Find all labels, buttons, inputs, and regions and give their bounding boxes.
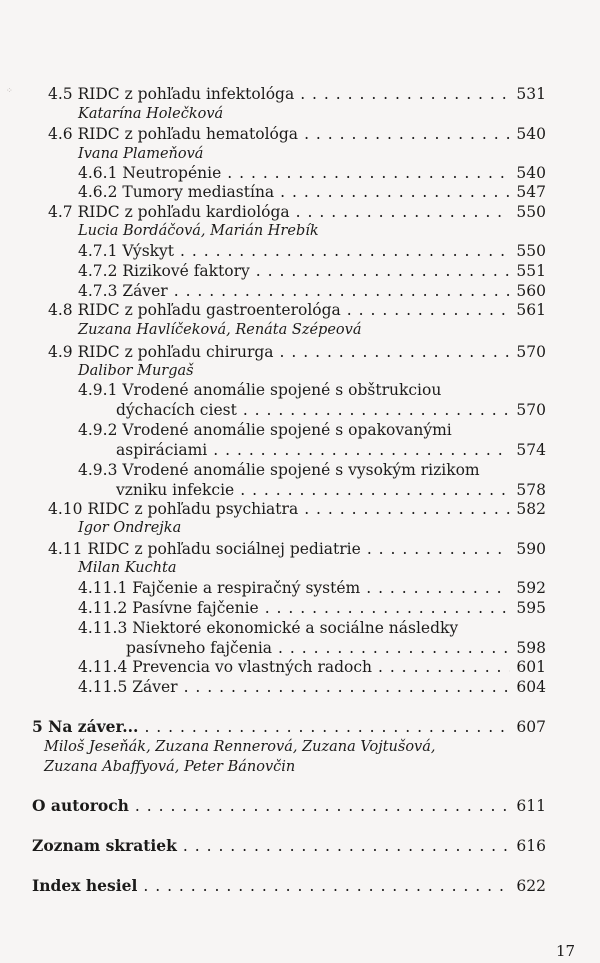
toc-entry-4-10 (48, 499, 546, 519)
entry-title: 4.6.1 Neutropénie (78, 164, 222, 182)
entry-author: Zuzana Abaffyová, Peter Bánovčin (44, 759, 296, 775)
dot-leader (280, 342, 511, 362)
toc-entry-4-11 (48, 539, 546, 559)
entry-page: 540 (516, 164, 546, 182)
toc-entry-4-9-3 (116, 480, 546, 500)
dot-leader (304, 124, 510, 144)
dot-leader (135, 796, 510, 816)
entry-page: 604 (516, 678, 546, 696)
entry-page: 551 (516, 262, 546, 280)
toc-entry-4-11-3 (126, 638, 546, 658)
entry-title-line1: 4.11.3 Niektoré ekonomické a sociálne následky (78, 619, 459, 637)
toc-entry-4-5 (48, 84, 546, 104)
toc-entry-zoznam-skratiek (32, 836, 546, 856)
entry-title-line1: 4.9.3 Vrodené anomálie spojené s vysokým rizikom (78, 461, 480, 479)
toc-entry-4-7-3 (78, 281, 546, 301)
entry-page: 540 (516, 125, 546, 143)
entry-title: aspiráciami (116, 441, 208, 459)
entry-page: 590 (516, 540, 546, 558)
toc-entry-4-9-2 (116, 440, 546, 460)
dot-leader (367, 539, 511, 559)
entry-title: 4.7.1 Výskyt (78, 242, 175, 260)
entry-title: 4.5 RIDC z pohľadu infektológa (48, 85, 295, 103)
entry-author: Milan Kuchta (78, 560, 177, 576)
dot-leader (183, 836, 511, 856)
page-number: 17 (556, 942, 576, 960)
entry-author: Dalibor Murgaš (78, 363, 194, 379)
entry-page: 611 (516, 797, 546, 815)
entry-author: Lucia Bordáčová, Marián Hrebík (78, 223, 319, 239)
dot-leader (300, 84, 510, 104)
entry-title: 4.11.5 Záver (78, 678, 178, 696)
toc-entry-o-autoroch (32, 796, 546, 816)
entry-title: 4.11 RIDC z pohľadu sociálnej pediatrie (48, 540, 361, 558)
entry-title: 4.8 RIDC z pohľadu gastroenterológa (48, 301, 341, 319)
dot-leader (243, 400, 511, 420)
entry-title: 4.11.2 Pasívne fajčenie (78, 599, 259, 617)
dot-leader (256, 261, 511, 281)
dot-leader (304, 499, 510, 519)
entry-title-line1: 4.9.1 Vrodené anomálie spojené s obštrukciou (78, 381, 442, 399)
dot-leader (143, 876, 510, 896)
entry-page: 622 (516, 877, 546, 895)
entry-page: 574 (516, 441, 546, 459)
entry-page: 595 (516, 599, 546, 617)
toc-entry-4-6-1 (78, 163, 546, 183)
dot-leader (184, 677, 511, 697)
entry-page: 570 (516, 401, 546, 419)
entry-title: dýchacích ciest (116, 401, 237, 419)
entry-page: 582 (516, 500, 546, 518)
scan-mark: ⁘ (6, 86, 13, 95)
dot-leader (347, 300, 511, 320)
entry-title: 4.6.2 Tumory mediastína (78, 183, 275, 201)
entry-page: 550 (516, 242, 546, 260)
dot-leader (296, 202, 511, 222)
entry-page: 578 (516, 481, 546, 499)
entry-title: 4.7.2 Rizikové faktory (78, 262, 250, 280)
entry-page: 592 (516, 579, 546, 597)
entry-author: Zuzana Havlíčeková, Renáta Szépeová (78, 322, 362, 338)
entry-page: 547 (516, 183, 546, 201)
entry-page: 570 (516, 343, 546, 361)
entry-title: 4.9 RIDC z pohľadu chirurga (48, 343, 274, 361)
entry-title: Index hesiel (32, 876, 138, 895)
toc-entry-4-11-5 (78, 677, 546, 697)
entry-title: 4.7.3 Záver (78, 282, 168, 300)
entry-page: 601 (516, 658, 546, 676)
dot-leader (240, 480, 510, 500)
dot-leader (278, 638, 510, 658)
dot-leader (144, 717, 510, 737)
entry-title: 4.6 RIDC z pohľadu hematológa (48, 125, 299, 143)
toc-entry-4-11-1 (78, 578, 546, 598)
entry-title: 4.11.1 Fajčenie a respiračný systém (78, 579, 361, 597)
entry-page: 531 (516, 85, 546, 103)
dot-leader (180, 241, 510, 261)
dot-leader (265, 598, 511, 618)
toc-entry-4-11-4 (78, 657, 546, 677)
toc-entry-4-9 (48, 342, 546, 362)
toc-entry-chapter-5 (32, 717, 546, 737)
toc-entry-4-8 (48, 300, 546, 320)
entry-author: Ivana Plameňová (78, 146, 204, 162)
entry-title: 4.11.4 Prevencia vo vlastných radoch (78, 658, 373, 676)
dot-leader (280, 182, 510, 202)
entry-page: 607 (516, 718, 546, 736)
entry-page: 560 (516, 282, 546, 300)
toc-entry-4-9-1 (116, 400, 546, 420)
entry-title-line1: 4.9.2 Vrodené anomálie spojené s opakovanými (78, 421, 452, 439)
toc-entry-4-6-2 (78, 182, 546, 202)
dot-leader (366, 578, 510, 598)
toc-entry-4-11-2 (78, 598, 546, 618)
toc-entry-4-7 (48, 202, 546, 222)
entry-title: 4.7 RIDC z pohľadu kardiológa (48, 203, 290, 221)
entry-page: 550 (516, 203, 546, 221)
dot-leader (174, 281, 511, 301)
entry-author: Miloš Jeseňák, Zuzana Rennerová, Zuzana Vojtušová, (44, 739, 436, 755)
entry-title: O autoroch (32, 796, 129, 815)
toc-entry-4-7-1 (78, 241, 546, 261)
toc-entry-index-hesiel (32, 876, 546, 896)
dot-leader (378, 657, 510, 677)
toc-entry-4-7-2 (78, 261, 546, 281)
toc-entry-4-6 (48, 124, 546, 144)
entry-page: 616 (516, 837, 546, 855)
dot-leader (213, 440, 510, 460)
entry-page: 561 (516, 301, 546, 319)
entry-title: Zoznam skratiek (32, 836, 177, 855)
entry-title: pasívneho fajčenia (126, 639, 273, 657)
entry-title: 5 Na záver... (32, 717, 139, 736)
dot-leader (227, 163, 510, 183)
entry-author: Igor Ondrejka (78, 520, 182, 536)
entry-title: 4.10 RIDC z pohľadu psychiatra (48, 500, 299, 518)
entry-author: Katarína Holečková (78, 106, 224, 122)
entry-title: vzniku infekcie (116, 481, 235, 499)
entry-page: 598 (516, 639, 546, 657)
